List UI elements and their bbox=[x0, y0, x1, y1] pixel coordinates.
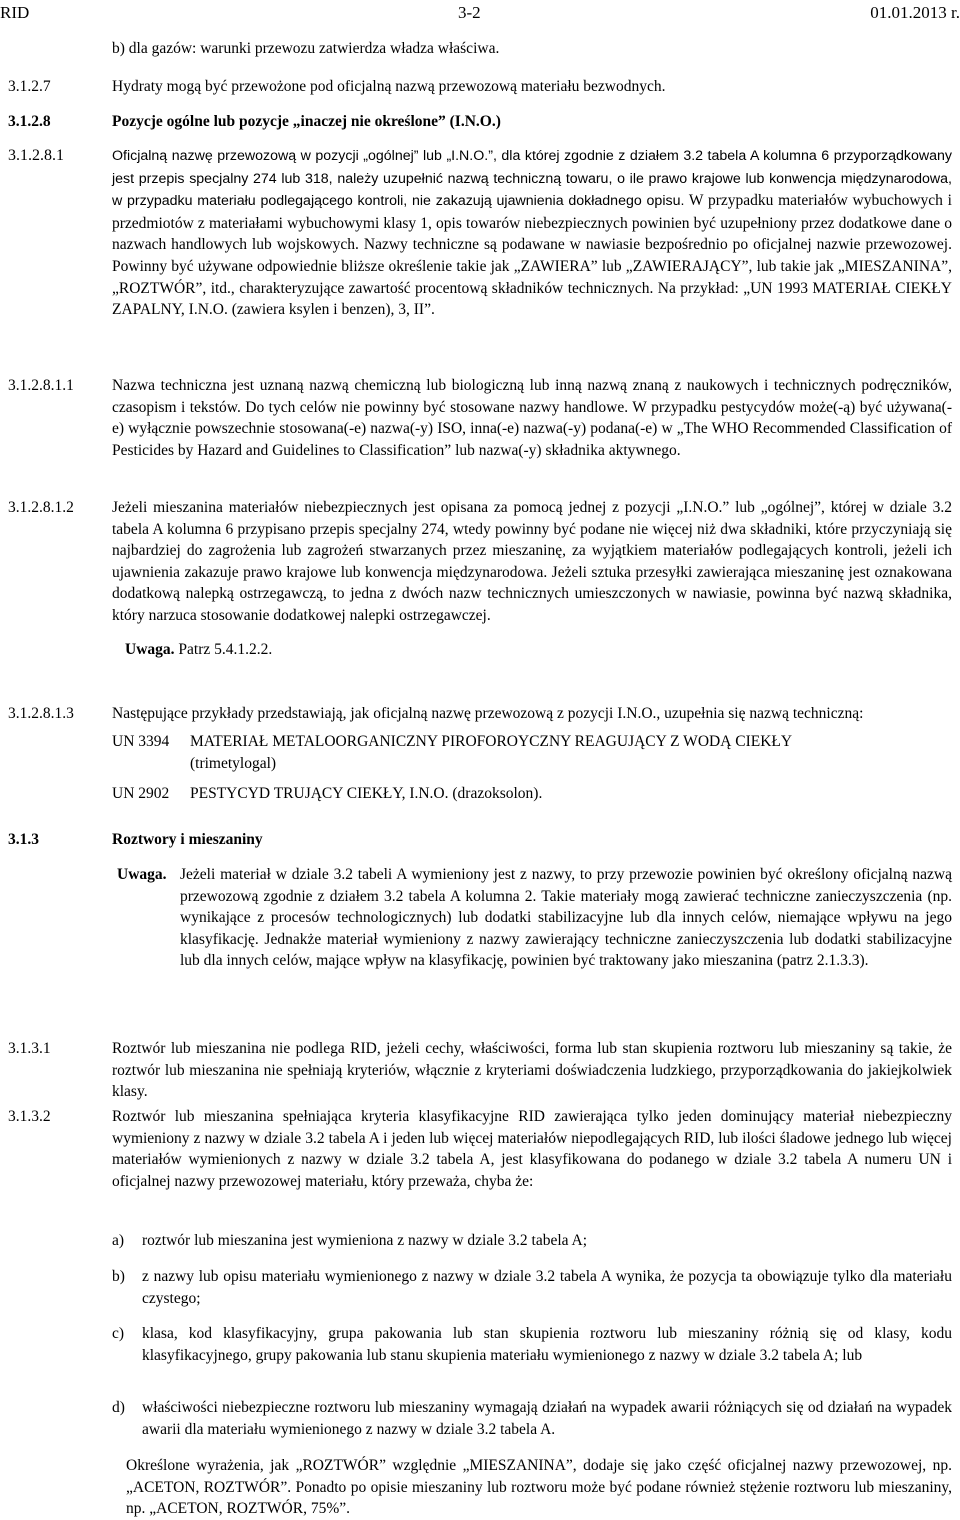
section-text: Nazwa techniczna jest uznaną nazwą chemiczną lub biologiczną lub inną nazwą znaną z naukowych i technicznych podręczników, czasopism i tekstów. Do tych celów nie powinny być stosowane nazwy handlowe. W przypadku pestycydów może(-ą) być używana(-e) wyłącznie powszechnie stosowana(-e) nazwa(-y) ISO, inna(-e) nazwa(-y) podana(-e) w „The WHO Recommended Classification of Pesticides by Hazard and Guidelines to Classification” lub nazwa(-y) składnika aktywnego. bbox=[112, 377, 952, 459]
section-312813 bbox=[8, 703, 952, 805]
section-313 bbox=[8, 829, 952, 851]
example-name: PESTYCYD TRUJĄCY CIEKŁY, I.N.O. (drazoksolon). bbox=[190, 784, 543, 802]
example-un-number: UN 2902 bbox=[112, 784, 170, 802]
section-3128 bbox=[8, 111, 952, 133]
example-technical-name: (trimetylogal) bbox=[190, 754, 277, 772]
list-letter: a) bbox=[112, 1232, 125, 1249]
example-un3394 bbox=[112, 731, 952, 775]
header-left: RID bbox=[0, 3, 30, 22]
list-text: klasa, kod klasyfikacyjny, grupa pakowania lub stan skupienia roztworu lub mieszaniny różnią się od klasy, kodu klasyfikacyjnego, grupy pakowania lub stanu skupienia materiału wymienionego z nazwy w dziale 3.2 tabela A; lub bbox=[142, 1325, 952, 1364]
example-un2902 bbox=[112, 783, 952, 805]
section-text: Jeżeli mieszanina materiałów niebezpiecznych jest opisana za pomocą jednej z pozycji „I.N.O.” lub „ogólnej”, której w dziale 3.2 tabela A kolumna 6 przypisano przepis specjalny 274, wtedy powinny być podane nie więcej niż dwa składniki, które przyczyniają się najbardziej do zagrożenia lub zagrożeń stwarzanych przez mieszaninę, za wyjątkiem materiałów podlegających kontroli, jeżeli ich ujawnienia zakazuje prawo krajowe lub konwencja międzynarodowa. Jeżeli sztuka przesyłki zawierająca mieszaninę jest oznakowana dodatkową nalepką ostrzegawczą, to jedna z dwóch nazw technicznych umieszczonych w nawiasie, powinna być nazwą składnika, który narzuca stosowanie dodatkowej nalepki ostrzegawczej. bbox=[112, 499, 952, 624]
item-b-gases bbox=[112, 38, 952, 60]
section-number: 3.1.2.8.1.1 bbox=[8, 377, 74, 394]
note-label: Uwaga. bbox=[125, 640, 175, 658]
closing-text: Określone wyrażenia, jak „ROZTWÓR” względnie „MIESZANINA”, dodaje się jako część oficjalnej nazwy przewozowej, np. „ACETON, ROZTWÓR”. Ponadto po opisie mieszaniny lub roztworu może być podane również stężenie roztworu lub mieszaniny, np. „ACETON, ROZTWÓR, 75%”. bbox=[126, 1457, 952, 1518]
note-label: Uwaga. bbox=[117, 866, 167, 883]
section-number: 3.1.3 bbox=[8, 831, 39, 848]
note-text: Jeżeli materiał w dziale 3.2 tabeli A wymieniony jest z nazwy, to przy przewozie powinien być określony oficjalną nazwą przewozową zgodnie z działem 3.2 tabela A kolumna 2. Takie materiały mogą zawierać techniczne zanieczyszczenia (np. wynikające z procesów technologicznych) lub dodatki stabilizacyjne lub dla innych celów, niemające wpływu na jego klasyfikację. Jednakże materiał wymieniony z nazwy zawierający techniczne zanieczyszczenia lub dodatki stabilizacyjne lub dla innych celów, mające wpływ na klasyfikację, powinien być traktowany jako mieszanina (patrz 2.1.3.3). bbox=[180, 866, 952, 970]
list-item-a bbox=[112, 1230, 952, 1252]
section-text: Hydraty mogą być przewożone pod oficjalną nazwą przewozową materiału bezwodnych. bbox=[112, 78, 666, 95]
section-number: 3.1.2.8 bbox=[8, 113, 51, 130]
list-letter: c) bbox=[112, 1325, 125, 1342]
section-number: 3.1.2.8.1.3 bbox=[8, 705, 74, 722]
item-b-text: b) dla gazów: warunki przewozu zatwierdza władza właściwa. bbox=[112, 40, 500, 57]
section-text: Roztwór lub mieszanina spełniająca kryteria klasyfikacyjne RID zawierająca tylko jeden dominujący materiał niebezpieczny wymieniony z nazwy w dziale 3.2 tabela A i jeden lub więcej materiałów niepodlegających RID, lub ilości śladowe jednego lub więcej materiałów wymienionych z nazwy w dziale 3.2 tabela A, jest klasyfikowana do podanego w dziale 3.2 tabela A numeru UN i oficjalnej nazwy przewozowej materiału, który przeważa, chyba że: bbox=[112, 1108, 952, 1190]
list-item-d bbox=[112, 1397, 952, 1440]
list-text: roztwór lub mieszanina jest wymieniona z nazwy w dziale 3.2 tabela A; bbox=[142, 1232, 588, 1249]
section-text-part-b: W przypadku materiałów wybuchowych i przedmiotów z materiałami wybuchowymi klasy 1, opis towarów niebezpiecznych powinien być uzupełniony przez dodatkowe dane o nazwach handlowych lub wojskowych. Nazwy techniczne są podawane w nawiasie bezpośrednio po oficjalnej nazwie przewozowej. Powinny być używane odpowiednie bliższe określenie takie jak „ZAWIERA” lub „ZAWIERAJĄCY”, lub takie jak „MIESZANINA”, „ROZTWÓR”, itd., charakteryzujące zawartość procentową składników technicznych. Na przykład: „UN 1993 MATERIAŁ CIEKŁY ZAPALNY, I.N.O. (zawiera ksylen i benzen), 3, II”. bbox=[112, 192, 952, 319]
page-header bbox=[0, 2, 960, 26]
section-text: Następujące przykłady przedstawiają, jak oficjalną nazwę przewozową z pozycji I.N.O., uzupełnia się nazwą techniczną: bbox=[112, 705, 864, 722]
section-31281 bbox=[8, 145, 952, 321]
section-paragraph bbox=[112, 145, 952, 321]
section-312811 bbox=[8, 375, 952, 461]
section-heading: Roztwory i mieszaniny bbox=[112, 831, 263, 848]
section-heading: Pozycje ogólne lub pozycje „inaczej nie określone” (I.N.O.) bbox=[112, 113, 501, 130]
section-number: 3.1.3.1 bbox=[8, 1040, 51, 1057]
list-item-c bbox=[112, 1323, 952, 1366]
section-number: 3.1.2.8.1 bbox=[8, 147, 64, 164]
list-text: z nazwy lub opisu materiału wymienionego z nazwy w dziale 3.2 tabela A wynika, że pozycja ta obowiązuje tylko dla materiału czystego; bbox=[142, 1268, 952, 1307]
section-313-note bbox=[117, 864, 952, 972]
section-text-part-a: Oficjalną nazwę przewozową w pozycji „ogólnej” lub „I.N.O.”, dla której zgodnie z działem 3.2 tabela A kolumna 6 przyporządkowany jest przepis specjalny 274 lub 318, należy uzupełnić nazwą techniczną towaru, o ile prawo krajowe lub konwencja międzynarodowa, w przypadku materiału podlegającego kontroli, nie zakazują ujawnienia dokładnego opisu. bbox=[112, 148, 952, 210]
header-page-number: 3-2 bbox=[458, 3, 481, 22]
list-letter: d) bbox=[112, 1399, 125, 1416]
list-text: właściwości niebezpieczne roztworu lub mieszaniny wymagają działań na wypadek awarii różniących się od działań na wypadek awarii dla materiału wymienionego z nazwy w dziale 3.2 tabela A. bbox=[142, 1399, 952, 1438]
section-312812 bbox=[8, 497, 952, 660]
section-3132 bbox=[8, 1106, 952, 1192]
list-letter: b) bbox=[112, 1268, 125, 1285]
section-number: 3.1.3.2 bbox=[8, 1108, 51, 1125]
example-un-number: UN 3394 bbox=[112, 732, 170, 750]
section-3127 bbox=[8, 76, 952, 98]
example-name: MATERIAŁ METALOORGANICZNY PIROFOROYCZNY REAGUJĄCY Z WODĄ CIEKŁY bbox=[190, 732, 793, 750]
section-number: 3.1.2.8.1.2 bbox=[8, 499, 74, 516]
section-3131 bbox=[8, 1038, 952, 1103]
section-number: 3.1.2.7 bbox=[8, 78, 51, 95]
section-note bbox=[125, 639, 952, 661]
note-text: Patrz 5.4.1.2.2. bbox=[178, 640, 273, 658]
section-3132-closing bbox=[126, 1455, 952, 1520]
header-date: 01.01.2013 r. bbox=[870, 3, 960, 22]
list-item-b bbox=[112, 1266, 952, 1309]
section-text: Roztwór lub mieszanina nie podlega RID, jeżeli cechy, właściwości, forma lub stan skupienia roztworu lub mieszaniny są takie, że roztwór lub mieszanina nie spełniają kryteriów, włącznie z kryteriami doświadczenia ludzkiego, przyporządkowania do jakiejkolwiek klasy. bbox=[112, 1040, 952, 1101]
